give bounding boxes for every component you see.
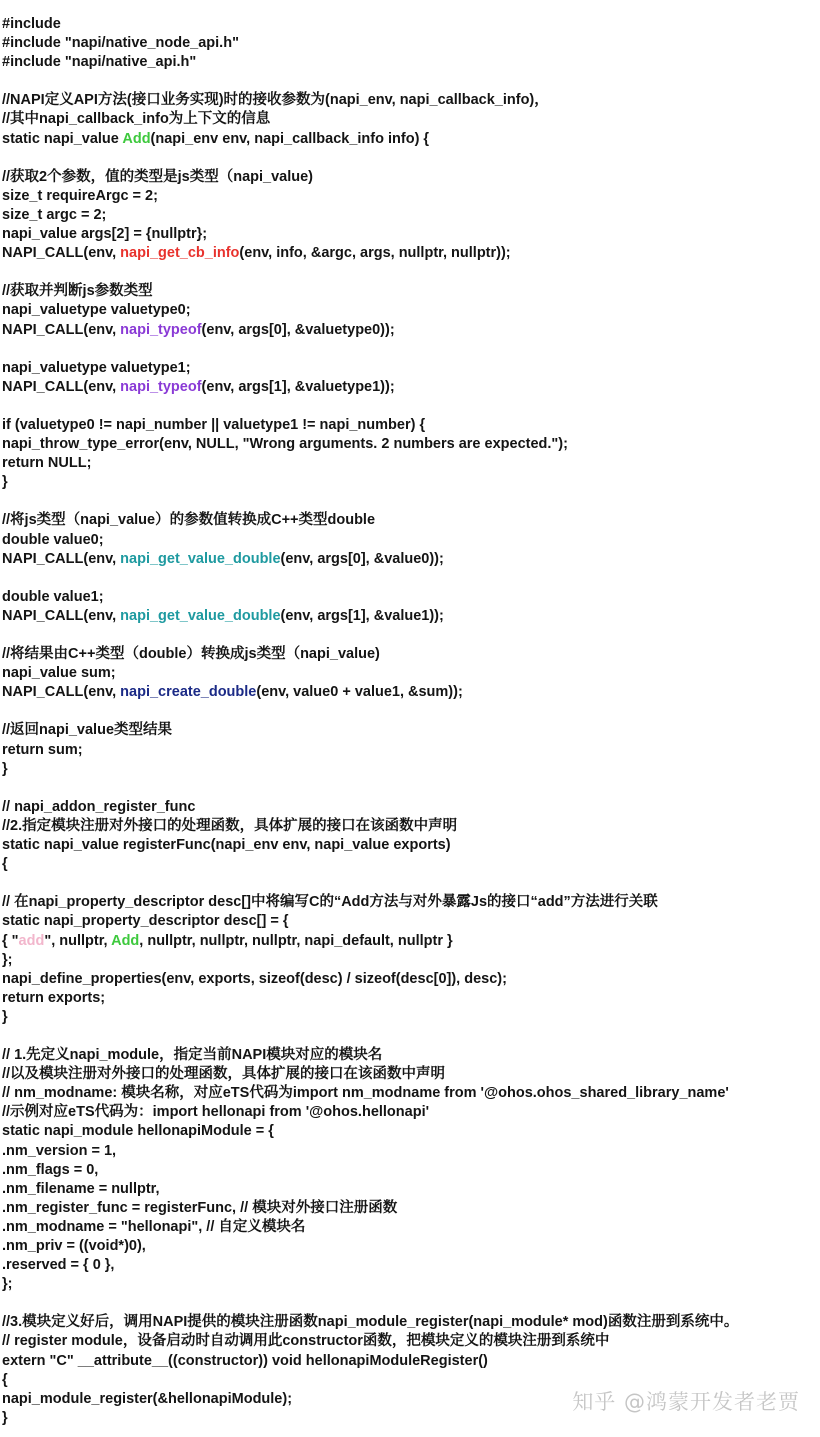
code-line — [2, 1103, 816, 1122]
code-line — [2, 760, 816, 779]
code-token: //将js类型（napi_value）的参数值转换成C++类型double — [2, 512, 376, 529]
code-line — [2, 34, 816, 53]
code-token: NAPI_CALL(env, — [2, 607, 121, 624]
code-line — [2, 1218, 816, 1237]
code-line — [2, 53, 816, 72]
code-line — [2, 1313, 816, 1332]
blank-line — [2, 1294, 816, 1313]
code-token-highlight: napi_get_value_double — [120, 607, 281, 624]
code-line — [2, 951, 816, 970]
code-token: .nm_modname = "hellonapi", // 自定义模块名 — [2, 1218, 306, 1235]
code-token: NAPI_CALL(env, — [2, 684, 121, 701]
blank-line — [2, 263, 816, 282]
code-token-highlight: napi_create_double — [120, 684, 257, 701]
code-line — [2, 798, 816, 817]
code-line — [2, 321, 816, 340]
code-token: napi_value sum; — [2, 665, 116, 682]
code-line — [2, 664, 816, 683]
code-line — [2, 1008, 816, 1027]
code-token: }; — [2, 951, 13, 968]
code-token: napi_valuetype valuetype0; — [2, 302, 191, 319]
code-token: NAPI_CALL(env, — [2, 378, 121, 395]
blank-line — [2, 397, 816, 416]
code-token: , nullptr, nullptr, nullptr, napi_default, nullptr } — [139, 932, 453, 949]
code-token: double value0; — [2, 531, 104, 548]
code-line — [2, 1180, 816, 1199]
code-token: return NULL; — [2, 455, 92, 472]
code-token: (env, info, &argc, args, nullptr, nullptr)); — [239, 245, 511, 262]
code-line — [2, 893, 816, 912]
code-line — [2, 1142, 816, 1161]
code-line — [2, 645, 816, 664]
code-line — [2, 359, 816, 378]
code-token: //2.指定模块注册对外接口的处理函数，具体扩展的接口在该函数中声明 — [2, 817, 458, 834]
code-token: //以及模块注册对外接口的处理函数，具体扩展的接口在该函数中声明 — [2, 1066, 446, 1083]
code-line — [2, 378, 816, 397]
code-token: #include — [2, 16, 61, 32]
code-token: // 在napi_property_descriptor desc[]中将编写C的“Add方法与对外暴露Js的接口“add”方法进行关联 — [2, 894, 658, 911]
code-token: //其中napi_callback_info为上下文的信息 — [2, 111, 271, 128]
code-token-highlight: napi_get_value_double — [120, 550, 281, 567]
code-token: // 1.先定义napi_module，指定当前NAPI模块对应的模块名 — [2, 1047, 383, 1064]
code-token: //获取2个参数，值的类型是js类型（napi_value) — [2, 168, 313, 185]
code-token: .nm_priv = ((void*)0), — [2, 1238, 146, 1254]
blank-line — [2, 72, 816, 91]
blank-line — [2, 1027, 816, 1046]
code-token: //将结果由C++类型（double）转换成js类型（napi_value) — [2, 646, 380, 663]
blank-line — [2, 149, 816, 168]
code-token: napi_define_properties(env, exports, sizeof(desc) / sizeof(desc[0]), desc); — [2, 970, 507, 987]
code-line — [2, 607, 816, 626]
code-token: static napi_property_descriptor desc[] = { — [2, 913, 289, 930]
code-line — [2, 511, 816, 530]
code-line — [2, 1161, 816, 1180]
code-token: static napi_value registerFunc(napi_env env, napi_value exports) — [2, 837, 451, 854]
code-token-highlight: napi_get_cb_info — [120, 245, 240, 262]
code-token-highlight: Add — [122, 130, 151, 147]
code-line — [2, 721, 816, 740]
code-token: //返回napi_value类型结果 — [2, 722, 173, 739]
code-token: // napi_addon_register_func — [2, 798, 196, 815]
code-token: //示例对应eTS代码为：import hellonapi from '@ohos.hellonapi' — [2, 1104, 430, 1121]
code-token: .nm_register_func = registerFunc, // 模块对外接口注册函数 — [2, 1199, 398, 1216]
code-line — [2, 588, 816, 607]
code-line — [2, 1237, 816, 1256]
code-line — [2, 91, 816, 110]
code-token-highlight: Add — [111, 932, 140, 949]
code-line — [2, 1332, 816, 1351]
code-token: }; — [2, 1276, 13, 1293]
code-token: double value1; — [2, 588, 104, 605]
code-token: .nm_filename = nullptr, — [2, 1180, 160, 1197]
code-line — [2, 1122, 816, 1141]
code-token: NAPI_CALL(env, — [2, 321, 121, 338]
code-token: return sum; — [2, 741, 83, 758]
code-token: //3.模块定义好后，调用NAPI提供的模块注册函数napi_module_register(napi_module* mod)函数注册到系统中。 — [2, 1314, 739, 1331]
blank-line — [2, 626, 816, 645]
code-line — [2, 282, 816, 301]
code-token: } — [2, 1409, 8, 1426]
code-line — [2, 187, 816, 206]
code-line — [2, 932, 816, 951]
code-line — [2, 1199, 816, 1218]
code-token: NAPI_CALL(env, — [2, 550, 121, 567]
code-token: extern "C" __attribute__((constructor)) void hellonapiModuleRegister() — [2, 1352, 488, 1369]
blank-line — [2, 569, 816, 588]
code-token: { — [2, 856, 8, 873]
code-token: (env, value0 + value1, &sum)); — [256, 684, 463, 701]
code-token: (env, args[0], &valuetype0)); — [201, 321, 395, 338]
code-line — [2, 836, 816, 855]
code-token: napi_module_register(&hellonapiModule); — [2, 1390, 293, 1407]
code-line — [2, 741, 816, 760]
code-token: { " — [2, 932, 19, 949]
code-line — [2, 301, 816, 320]
code-line — [2, 168, 816, 187]
code-line — [2, 1352, 816, 1371]
code-token: // nm_modname: 模块名称，对应eTS代码为import nm_modname from '@ohos.ohos_shared_library_name' — [2, 1085, 729, 1102]
blank-line — [2, 340, 816, 359]
code-token: size_t argc = 2; — [2, 206, 107, 223]
code-token: //获取并判断js参数类型 — [2, 283, 153, 300]
code-token: return exports; — [2, 989, 106, 1006]
code-line — [2, 435, 816, 454]
code-token: } — [2, 760, 8, 777]
code-line — [2, 473, 816, 492]
blank-line — [2, 779, 816, 798]
code-line — [2, 206, 816, 225]
code-token: .reserved = { 0 }, — [2, 1257, 115, 1274]
code-token: .nm_flags = 0, — [2, 1161, 99, 1178]
code-listing — [2, 15, 816, 1428]
code-token: size_t requireArgc = 2; — [2, 187, 158, 204]
code-token: .nm_version = 1, — [2, 1142, 117, 1159]
code-token: ", nullptr, — [44, 932, 112, 949]
code-line — [2, 912, 816, 931]
code-line — [2, 1256, 816, 1275]
blank-line — [2, 874, 816, 893]
code-line — [2, 550, 816, 569]
code-token-highlight: add — [18, 932, 45, 949]
code-token: (env, args[0], &value0)); — [280, 550, 444, 567]
code-line — [2, 683, 816, 702]
code-line — [2, 225, 816, 244]
code-line — [2, 130, 816, 149]
code-token: static napi_value — [2, 130, 123, 147]
code-token: NAPI_CALL(env, — [2, 245, 121, 262]
code-token: if (valuetype0 != napi_number || valuetype1 != napi_number) { — [2, 416, 426, 433]
code-line — [2, 970, 816, 989]
code-token: (napi_env env, napi_callback_info info) { — [150, 130, 430, 147]
code-line — [2, 531, 816, 550]
blank-line — [2, 702, 816, 721]
code-line — [2, 1275, 816, 1294]
code-token-highlight: napi_typeof — [120, 378, 202, 395]
code-token-highlight: napi_typeof — [120, 321, 202, 338]
code-line — [2, 416, 816, 435]
code-line — [2, 110, 816, 129]
code-line — [2, 855, 816, 874]
code-line — [2, 817, 816, 836]
code-token: napi_throw_type_error(env, NULL, "Wrong arguments. 2 numbers are expected."); — [2, 436, 568, 453]
code-token: #include "napi/native_node_api.h" — [2, 35, 239, 52]
code-token: // register module，设备启动时自动调用此constructor函数，把模块定义的模块注册到系统中 — [2, 1333, 610, 1350]
code-token: (env, args[1], &value1)); — [280, 607, 444, 624]
code-line — [2, 1065, 816, 1084]
code-line — [2, 989, 816, 1008]
code-token: napi_value args[2] = {nullptr}; — [2, 226, 208, 243]
code-token: } — [2, 474, 8, 491]
watermark: 知乎 @鸿蒙开发者老贾 — [572, 1390, 800, 1414]
code-line — [2, 454, 816, 473]
code-token: } — [2, 1008, 8, 1025]
code-token: static napi_module hellonapiModule = { — [2, 1123, 274, 1140]
blank-line — [2, 492, 816, 511]
code-token: { — [2, 1371, 8, 1388]
code-line — [2, 1046, 816, 1065]
code-token: //NAPI定义API方法(接口业务实现)时的接收参数为(napi_env, napi_callback_info)， — [2, 92, 549, 109]
code-line — [2, 15, 816, 34]
code-line — [2, 244, 816, 263]
code-token: napi_valuetype valuetype1; — [2, 359, 191, 376]
code-token: #include "napi/native_api.h" — [2, 54, 197, 71]
code-line — [2, 1084, 816, 1103]
code-token: (env, args[1], &valuetype1)); — [201, 378, 395, 395]
